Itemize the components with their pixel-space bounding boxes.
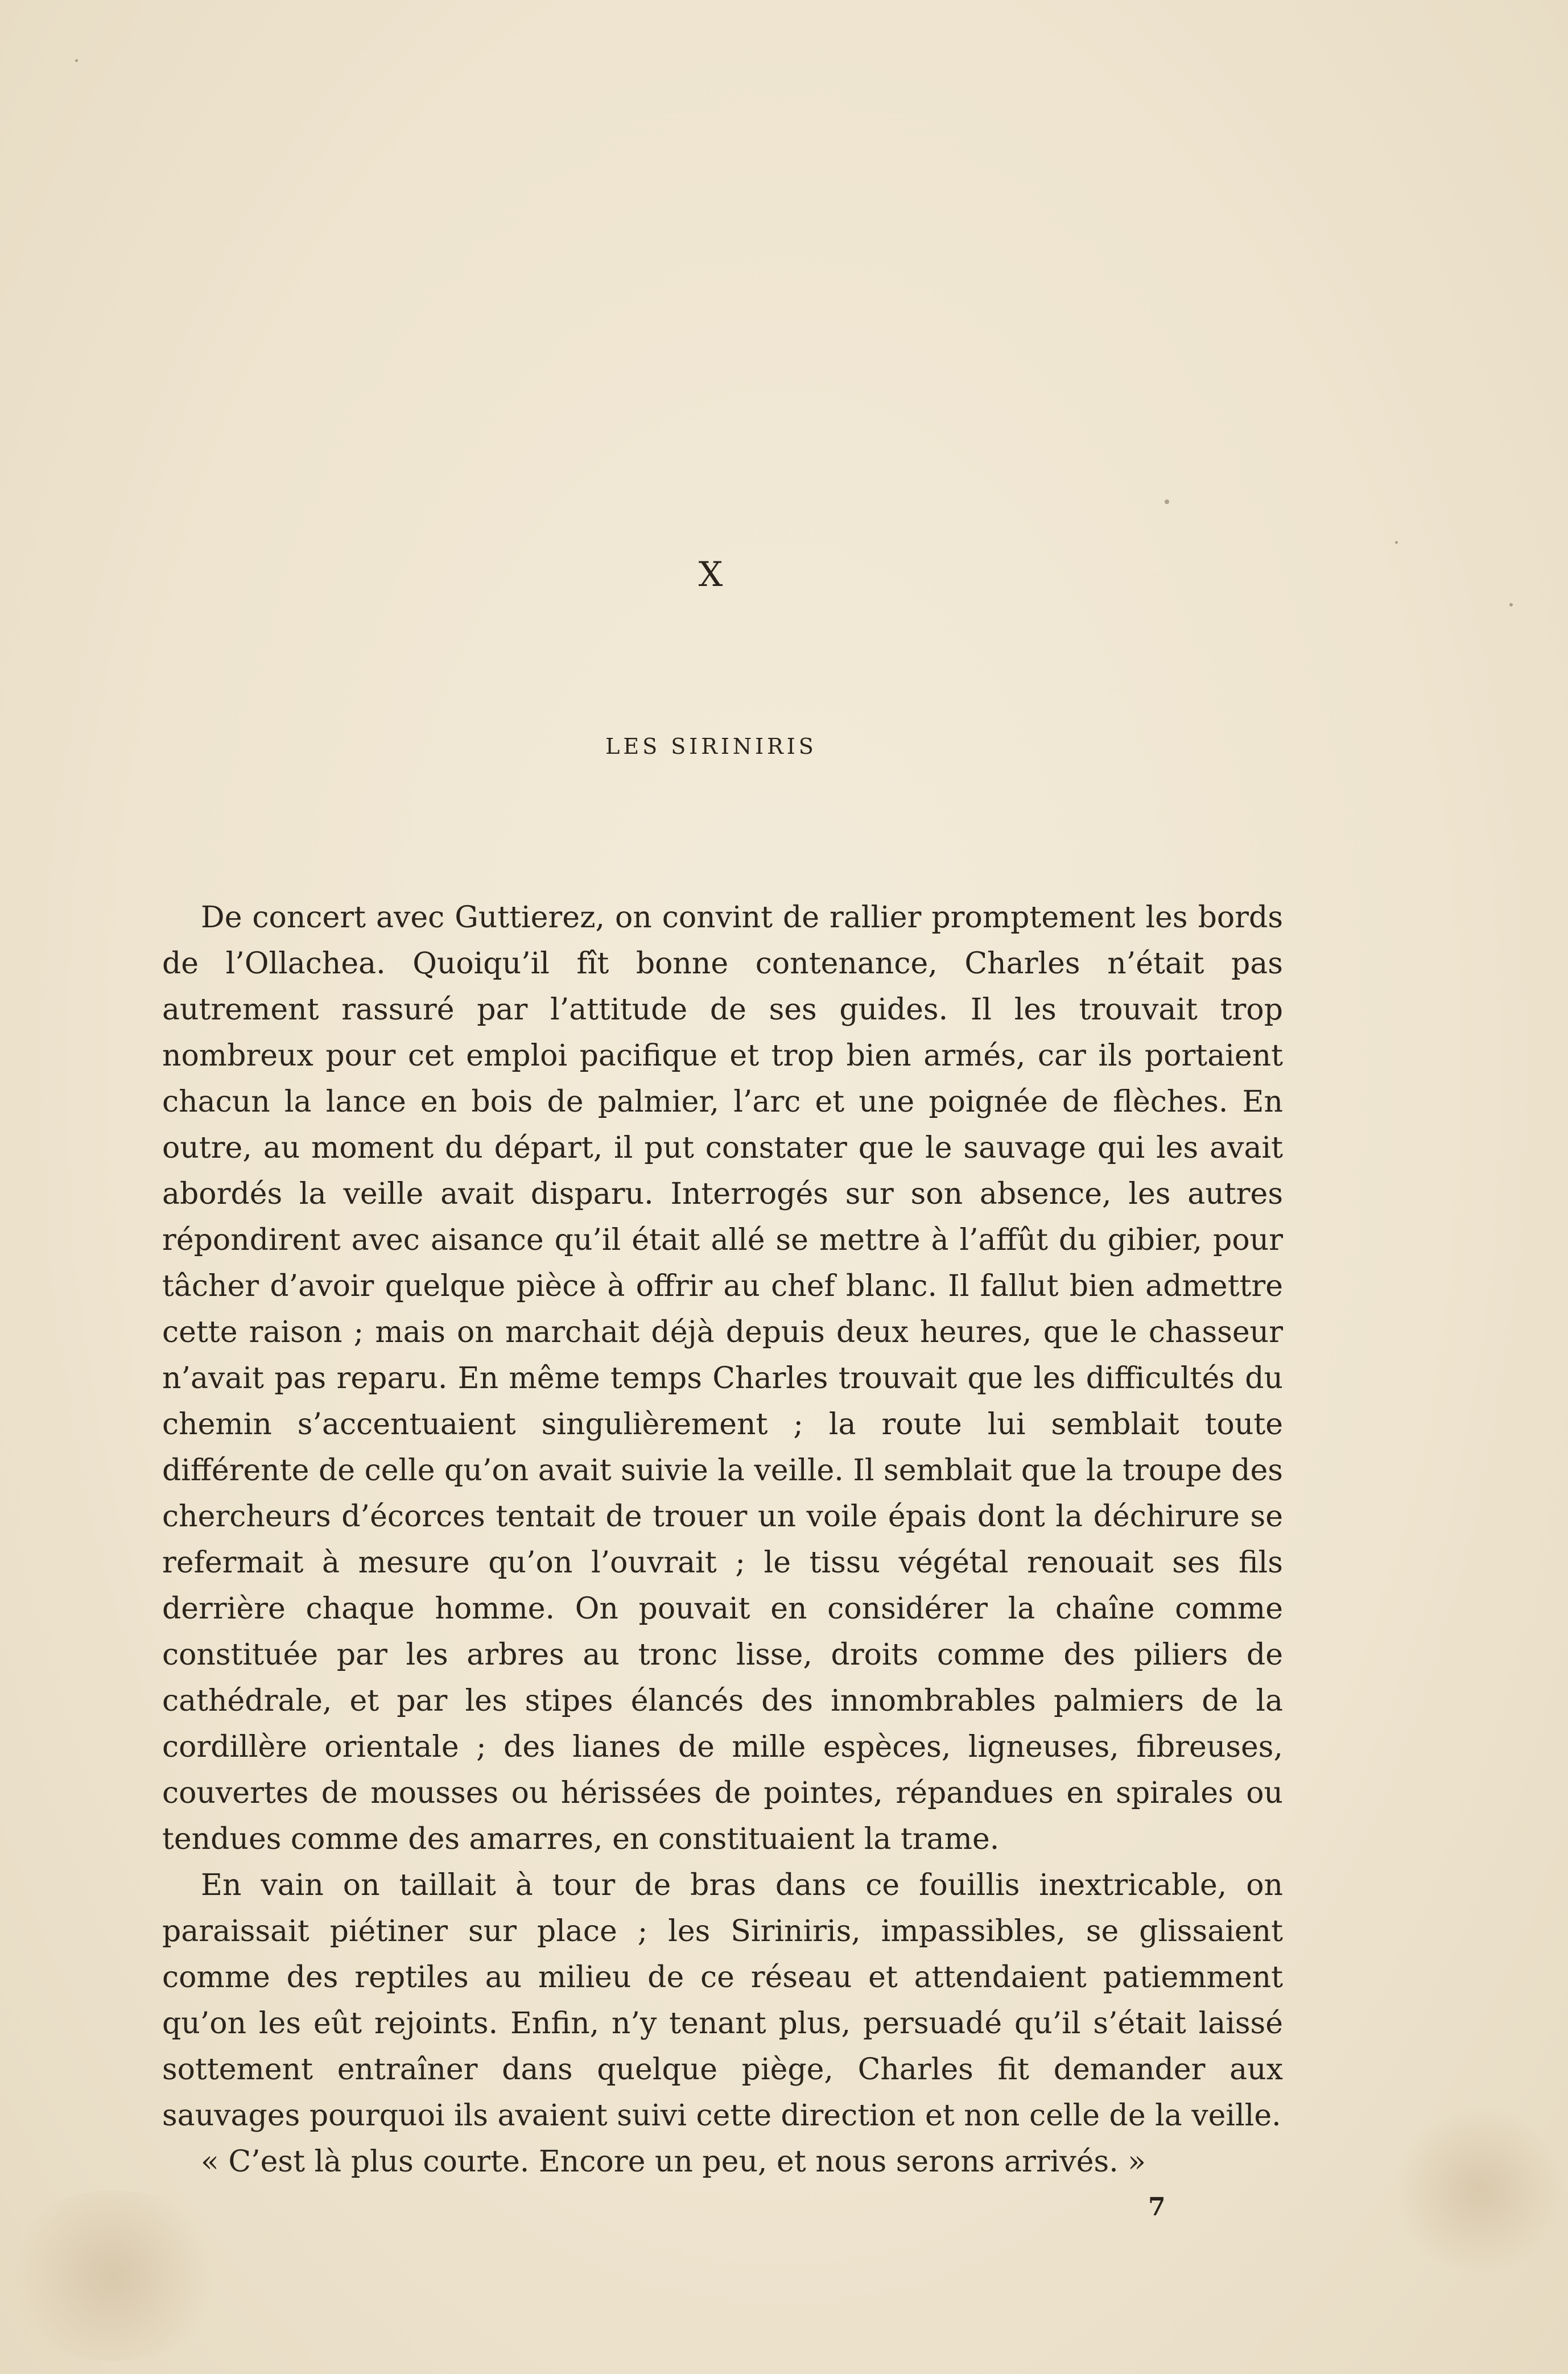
chapter-number: X bbox=[698, 555, 724, 594]
chapter-title: LES SIRINIRIS bbox=[605, 734, 817, 759]
paper-speck bbox=[1395, 541, 1398, 544]
paper-stain bbox=[1394, 2105, 1565, 2276]
paper-speck bbox=[75, 59, 78, 62]
paper-stain bbox=[0, 2190, 228, 2361]
paragraph: De concert avec Guttierez, on convint de rallier promptement les bords de l’Ollachea. Quoiqu’il fît bonne contenance, Charles n’était pas autrement rassuré par l’attitude de ses guides. Il les trouvait trop nombreux pour cet emploi pacifique et trop bien armés, car ils portaient chacun la lance en bois de palmier, l’arc et une poignée de flèches. En outre, au moment du départ, il put constater que le sauvage qui les avait abordés la veille avait disparu. Interrogés sur son absence, les autres répondirent avec aisance qu’il était allé se mettre à l’affût du gibier, pour tâcher d’avoir quelque pièce à offrir au chef blanc. Il fallut bien admettre cette raison ; mais on marchait déjà depuis deux heures, que le chasseur n’avait pas reparu. En même temps Charles trouvait que les difficultés du chemin s’accentuaient singulièrement ; la route lui semblait toute différente de celle qu’on avait suivie la veille. Il semblait que la troupe des chercheurs d’écorces tentait de trouer un voile épais dont la déchirure se refermait à mesure qu’on l’ouvrait ; le tissu végétal renouait ses fils derrière chaque homme. On pouvait en considérer la chaîne comme constituée par les arbres au tronc lisse, droits comme des piliers de cathédrale, et par les stipes élancés des innombrables palmiers de la cordillère orientale ; des lianes de mille espèces, ligneuses, fibreuses, couvertes de mousses ou hérissées de pointes, répandues en spirales ou tendues comme des amarres, en constituaient la trame. bbox=[162, 901, 1283, 1856]
paragraph: « C’est là plus courte. Encore un peu, et nous serons arrivés. » bbox=[201, 2145, 1146, 2179]
page-number: 7 bbox=[1148, 2193, 1166, 2222]
body-text bbox=[162, 895, 1283, 2185]
paper-speck bbox=[1165, 499, 1169, 504]
paragraph: En vain on taillait à tour de bras dans ce fouillis inextricable, on paraissait piétiner sur place ; les Siriniris, impassibles, se glissaient comme des reptiles au milieu de ce réseau et attendaient patiemment qu’on les eût rejoints. Enfin, n’y tenant plus, persuadé qu’il s’était laissé sottement entraîner dans quelque piège, Charles fit demander aux sauvages pourquoi ils avaient suivi cette direction et non celle de la veille. bbox=[162, 1868, 1283, 2133]
paper-speck bbox=[1509, 603, 1513, 606]
